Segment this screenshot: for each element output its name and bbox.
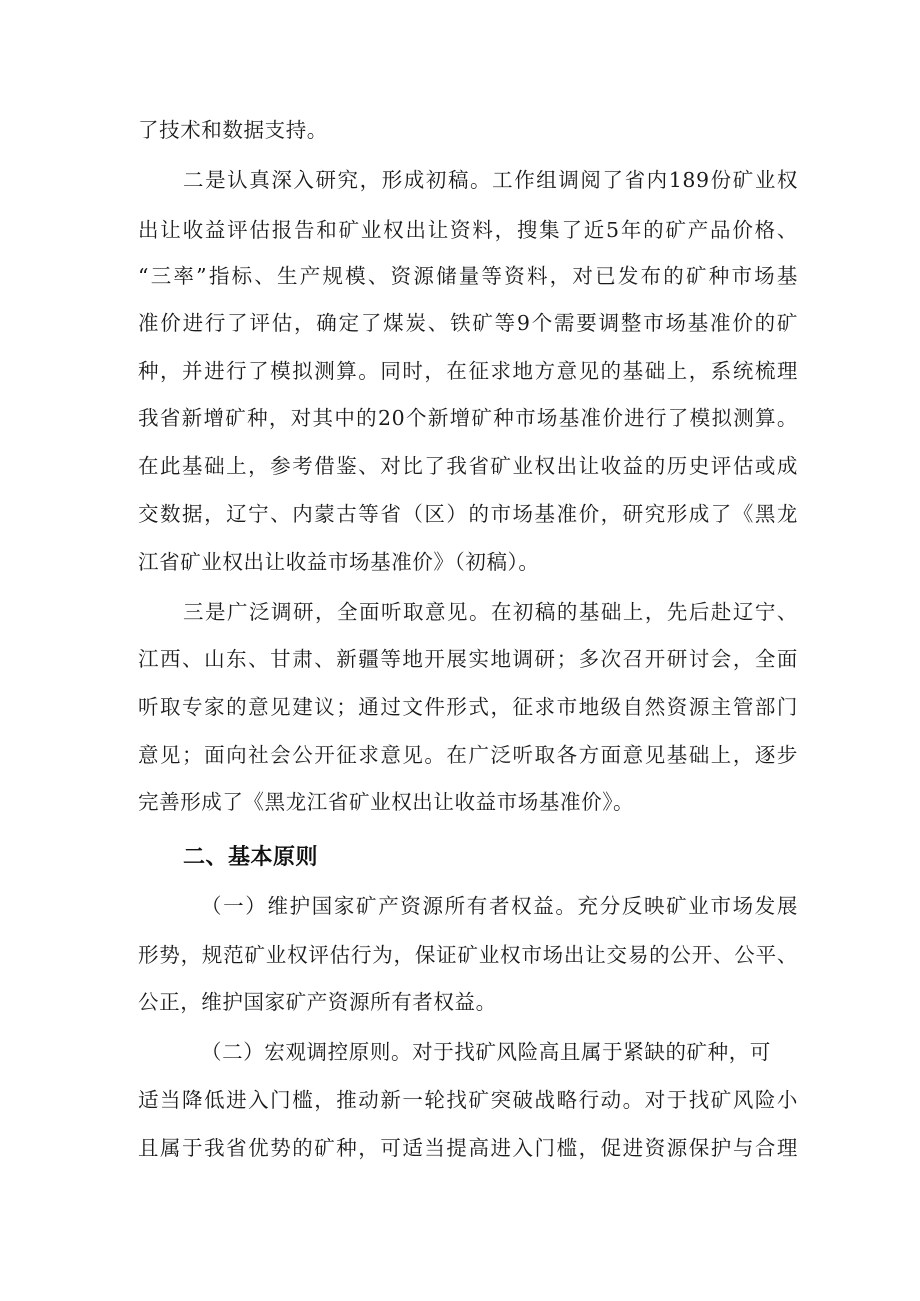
section-heading: 二、基本原则 [183, 845, 319, 870]
paragraph-line: 完善形成了《黑龙江省矿业权出让收益市场基准价》。 [138, 790, 635, 814]
paragraph-line: （二）宏观调控原则。对于找矿风险高且属于紧缺的矿种，可 [201, 1040, 771, 1064]
paragraph-line: 了技术和数据支持。 [138, 118, 328, 142]
paragraph-line: 我省新增矿种，对其中的20个新增矿种市场基准价进行了模拟测算。 [138, 406, 798, 430]
paragraph-line: 听取专家的意见建议；通过文件形式，征求市地级自然资源主管部门 [138, 695, 798, 719]
paragraph-line: 三是广泛调研，全面听取意见。在初稿的基础上，先后赴辽宁、 [183, 600, 798, 624]
paragraph-line: 适当降低进入门槛，推动新一轮找矿突破战略行动。对于找矿风险小 [138, 1088, 798, 1112]
paragraph-line: 江省矿业权出让收益市场基准价》（初稿）。 [138, 550, 540, 574]
paragraph-line: 在此基础上，参考借鉴、对比了我省矿业权出让收益的历史评估或成 [138, 454, 798, 478]
paragraph-line: 准价进行了评估，确定了煤炭、铁矿等9个需要调整市场基准价的矿 [138, 311, 798, 335]
paragraph-line: 形势，规范矿业权评估行为，保证矿业权市场出让交易的公开、公平、 [138, 943, 798, 967]
paragraph-line: “三率”指标、生产规模、资源储量等资料，对已发布的矿种市场基 [138, 264, 798, 288]
paragraph-line: （一）维护国家矿产资源所有者权益。充分反映矿业市场发展 [201, 894, 798, 918]
paragraph-line: 交数据，辽宁、内蒙古等省（区）的市场基准价，研究形成了《黑龙 [138, 502, 798, 526]
paragraph-line: 公正，维护国家矿产资源所有者权益。 [138, 990, 497, 1014]
paragraph-line: 江西、山东、甘肃、新疆等地开展实地调研；多次召开研讨会，全面 [138, 647, 798, 671]
paragraph-line: 意见；面向社会公开征求意见。在广泛听取各方面意见基础上，逐步 [138, 743, 798, 767]
paragraph-line: 二是认真深入研究，形成初稿。工作组调阅了省内189份矿业权 [183, 168, 798, 192]
paragraph-line: 种，并进行了模拟测算。同时，在征求地方意见的基础上，系统梳理 [138, 359, 798, 383]
paragraph-line: 且属于我省优势的矿种，可适当提高进入门槛，促进资源保护与合理 [138, 1136, 798, 1160]
paragraph-line: 出让收益评估报告和矿业权出让资料，搜集了近5年的矿产品价格、 [138, 218, 798, 242]
